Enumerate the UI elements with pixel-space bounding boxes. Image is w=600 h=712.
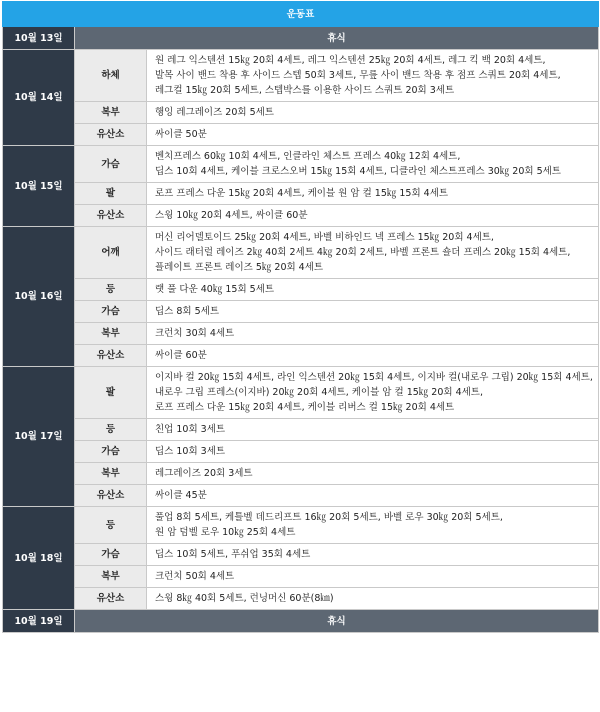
exercise-line: 딥스 10회 5세트, 푸쉬업 35회 4세트: [155, 549, 311, 560]
exercise-line: 로프 프레스 다운 15㎏ 20회 4세트, 케이블 원 암 컬 15㎏ 15회 4세트: [155, 188, 449, 199]
exercise-detail-cell: [147, 279, 599, 301]
body-part-cell: 가슴: [75, 146, 147, 183]
exercise-row: [3, 183, 599, 205]
body-part-cell: 유산소: [75, 588, 147, 610]
exercise-line: 이지바 컬 20㎏ 15회 4세트, 라인 익스텐션 20㎏ 15회 4세트, 이지바 컬(내로우 그립) 20㎏ 15회 4세트,: [155, 372, 593, 383]
exercise-row: [3, 279, 599, 301]
exercise-detail-cell: [147, 183, 599, 205]
date-cell: 10월 13일: [3, 27, 75, 50]
exercise-row: [3, 102, 599, 124]
body-part-cell: 하체: [75, 50, 147, 102]
exercise-detail-cell: [147, 323, 599, 345]
exercise-line: 레그레이즈 20회 3세트: [155, 468, 253, 479]
exercise-row: [3, 124, 599, 146]
exercise-line: 로프 프레스 다운 15㎏ 20회 4세트, 케이블 리버스 컬 15㎏ 20회 4세트: [155, 402, 455, 413]
exercise-detail-cell: [147, 588, 599, 610]
title-row: [3, 2, 599, 27]
exercise-row: [3, 588, 599, 610]
exercise-line: 벤치프레스 60㎏ 10회 4세트, 인클라인 체스트 프레스 40㎏ 12회 4세트,: [155, 151, 461, 162]
exercise-row: [3, 544, 599, 566]
exercise-row: [3, 345, 599, 367]
exercise-row: [3, 301, 599, 323]
date-cell: 10월 18일: [3, 507, 75, 610]
exercise-line: 원 레그 익스텐션 15㎏ 20회 4세트, 레그 익스텐션 25㎏ 20회 4세트, 레그 킥 백 20회 4세트,: [155, 55, 546, 66]
exercise-line: 스윙 8㎏ 40회 5세트, 런닝머신 60분(8㎞): [155, 593, 334, 604]
rest-day-row: [3, 27, 599, 50]
exercise-line: 크런치 50회 4세트: [155, 571, 235, 582]
exercise-row: [3, 227, 599, 279]
exercise-row: [3, 205, 599, 227]
exercise-row: [3, 323, 599, 345]
exercise-detail-cell: [147, 441, 599, 463]
exercise-line: 머신 리어델토이드 25㎏ 20회 4세트, 바벨 비하인드 넥 프레스 15㎏ 20회 4세트,: [155, 232, 494, 243]
exercise-row: [3, 367, 599, 419]
body-part-cell: 등: [75, 279, 147, 301]
exercise-detail-cell: [147, 102, 599, 124]
exercise-line: 사이드 래터럴 레이즈 2㎏ 40회 2세트 4㎏ 20회 2세트, 바벨 프론트 숄더 프레스 20㎏ 15회 4세트,: [155, 247, 571, 258]
exercise-line: 크런치 30회 4세트: [155, 328, 235, 339]
rest-cell: 휴식: [75, 27, 599, 50]
exercise-line: 딥스 8회 5세트: [155, 306, 220, 317]
body-part-cell: 가슴: [75, 301, 147, 323]
exercise-detail-cell: [147, 507, 599, 544]
exercise-line: 원 암 덤벨 로우 10㎏ 25회 4세트: [155, 527, 296, 538]
exercise-row: [3, 507, 599, 544]
exercise-detail-cell: [147, 146, 599, 183]
exercise-line: 싸이클 50분: [155, 129, 207, 140]
date-cell: 10월 15일: [3, 146, 75, 227]
workout-schedule: [2, 1, 598, 633]
exercise-line: 랫 풀 다운 40㎏ 15회 5세트: [155, 284, 275, 295]
exercise-detail-cell: [147, 50, 599, 102]
exercise-line: 풀업 8회 5세트, 케틀벨 데드리프트 16㎏ 20회 5세트, 바벨 로우 30㎏ 20회 5세트,: [155, 512, 503, 523]
exercise-detail-cell: [147, 227, 599, 279]
body-part-cell: 팔: [75, 183, 147, 205]
rest-cell: 휴식: [75, 610, 599, 633]
exercise-row: [3, 566, 599, 588]
body-part-cell: 유산소: [75, 124, 147, 146]
exercise-line: 플레이트 프론트 레이즈 5㎏ 20회 4세트: [155, 262, 324, 273]
body-part-cell: 가슴: [75, 441, 147, 463]
exercise-row: [3, 146, 599, 183]
exercise-line: 딥스 10회 4세트, 케이블 크로스오버 15㎏ 15회 4세트, 디클라인 체스트프레스 30㎏ 20회 5세트: [155, 166, 561, 177]
exercise-row: [3, 50, 599, 102]
body-part-cell: 유산소: [75, 205, 147, 227]
body-part-cell: 복부: [75, 566, 147, 588]
body-part-cell: 팔: [75, 367, 147, 419]
body-part-cell: 등: [75, 507, 147, 544]
exercise-detail-cell: [147, 205, 599, 227]
exercise-line: 내로우 그립 프레스(이지바) 20㎏ 20회 4세트, 케이블 암 컬 15㎏ 20회 4세트,: [155, 387, 484, 398]
exercise-detail-cell: [147, 367, 599, 419]
body-part-cell: 가슴: [75, 544, 147, 566]
date-cell: 10월 19일: [3, 610, 75, 633]
exercise-row: [3, 485, 599, 507]
exercise-line: 친업 10회 3세트: [155, 424, 226, 435]
exercise-line: 싸이클 45분: [155, 490, 207, 501]
date-cell: 10월 16일: [3, 227, 75, 367]
exercise-line: 스윙 10㎏ 20회 4세트, 싸이클 60분: [155, 210, 308, 221]
exercise-row: [3, 463, 599, 485]
workout-table: [2, 1, 599, 633]
exercise-line: 행잉 레그레이즈 20회 5세트: [155, 107, 274, 118]
body-part-cell: 복부: [75, 323, 147, 345]
exercise-detail-cell: [147, 566, 599, 588]
exercise-line: 레그컬 15㎏ 20회 5세트, 스텝박스를 이용한 사이드 스쿼트 20회 3세트: [155, 85, 455, 96]
body-part-cell: 등: [75, 419, 147, 441]
body-part-cell: 유산소: [75, 345, 147, 367]
exercise-line: 싸이클 60분: [155, 350, 207, 361]
date-cell: 10월 14일: [3, 50, 75, 146]
exercise-row: [3, 419, 599, 441]
body-part-cell: 복부: [75, 463, 147, 485]
exercise-detail-cell: [147, 485, 599, 507]
exercise-detail-cell: [147, 463, 599, 485]
exercise-line: 딥스 10회 3세트: [155, 446, 226, 457]
exercise-detail-cell: [147, 544, 599, 566]
exercise-line: 발목 사이 밴드 착용 후 사이드 스텝 50회 3세트, 무릎 사이 밴드 착용 후 점프 스쿼트 20회 4세트,: [155, 70, 561, 81]
exercise-detail-cell: [147, 419, 599, 441]
date-cell: 10월 17일: [3, 367, 75, 507]
rest-day-row: [3, 610, 599, 633]
exercise-row: [3, 441, 599, 463]
body-part-cell: 어깨: [75, 227, 147, 279]
body-part-cell: 유산소: [75, 485, 147, 507]
table-title: 운동표: [3, 2, 599, 27]
body-part-cell: 복부: [75, 102, 147, 124]
workout-table-body: [3, 2, 599, 633]
exercise-detail-cell: [147, 301, 599, 323]
exercise-detail-cell: [147, 124, 599, 146]
exercise-detail-cell: [147, 345, 599, 367]
